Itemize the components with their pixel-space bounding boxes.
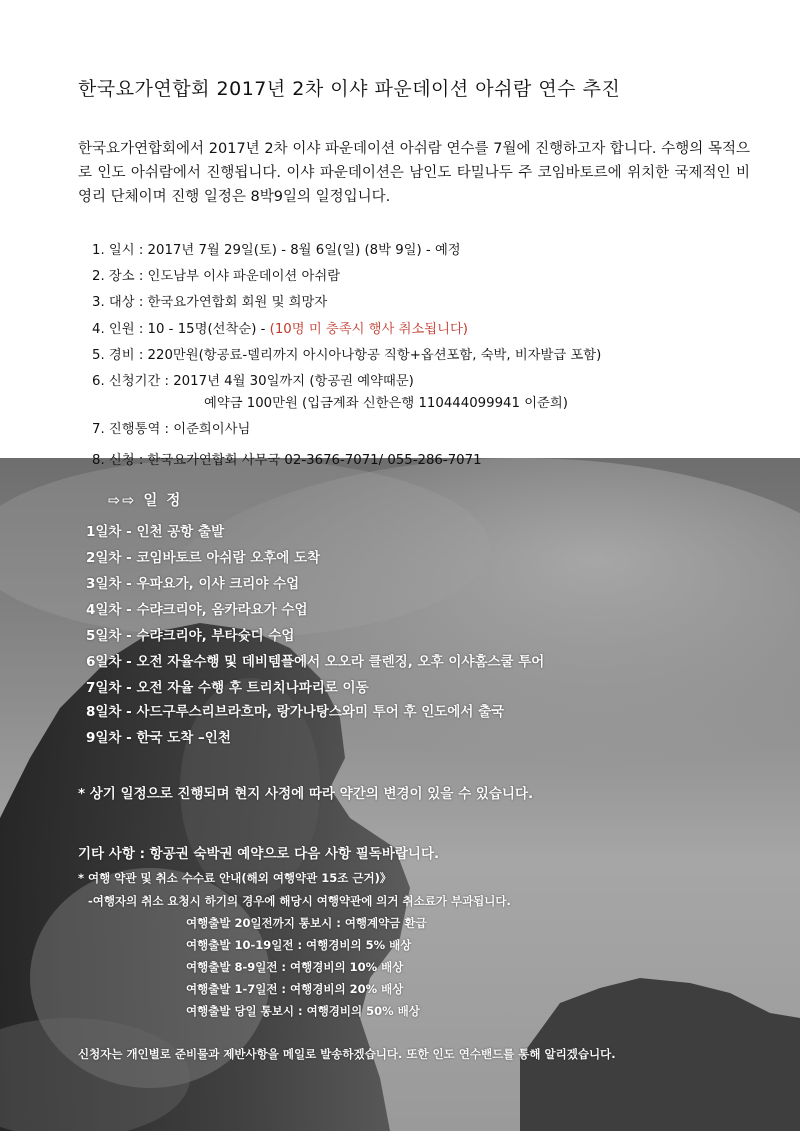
schedule-header: ⇨⇨ 일 정 [108,493,183,509]
info-headcount-main: 4. 인원 : 10 - 15명(선착순) - [92,321,270,337]
schedule-day-4: 4일차 - 수랴크리야, 옴카라요가 수업 [86,602,308,618]
page-title: 한국요가연합회 2017년 2차 이샤 파운데이션 아쉬람 연수 추진 [78,78,621,100]
intro-paragraph: 한국요가연합회에서 2017년 2차 이샤 파운데이션 아쉬람 연수를 7월에 진행하고자 합니다. 수행의 목적으로 인도 아쉬람에서 진행됩니다. 이샤 파운데이션은 남인도 타밀나두 주 코임바토르에 위치한 국제적인 비영리 단체이며 진행 일정은 8박9일의 일정입니다. [78,141,750,205]
schedule-day-9: 9일차 - 한국 도착 –인천 [86,730,231,746]
info-date: 1. 일시 : 2017년 7월 29일(토) - 8월 6일(일) (8박 9일) - 예정 [92,243,461,258]
policy-rule: 여행출발 20일전까지 통보시 : 여행계약금 환급 [186,916,427,930]
policy-rule: 여행출발 1-7일전 : 여행경비의 20% 배상 [186,982,404,996]
policy-rule: 여행출발 8-9일전 : 여행경비의 10% 배상 [186,960,404,974]
info-place: 2. 장소 : 인도남부 이샤 파운데이션 아쉬람 [92,269,341,285]
schedule-day-3: 3일차 - 우파요가, 이샤 크리야 수업 [86,576,300,592]
policy-description: -여행자의 취소 요청시 하기의 경우에 해당시 여행약관에 의거 취소료가 부과됩니다. [88,894,511,908]
policy-title: * 여행 약관 및 취소 수수료 안내(해외 여행약관 15조 근거)》 [78,871,392,885]
schedule-day-1: 1일차 - 인천 공항 출발 [86,524,225,540]
schedule-day-2: 2일차 - 코임바토르 아쉬람 오후에 도착 [86,550,321,566]
schedule-day-8: 8일차 - 사드구루스리브라흐마, 랑가나탕스와미 투어 후 인도에서 출국 [86,704,505,720]
footer-notice: 신청자는 개인별로 준비물과 제반사항을 메일로 발송하겠습니다. 또한 인도 연수밴드를 통해 알리겠습니다. [78,1047,616,1061]
info-cost: 5. 경비 : 220만원(항공료-델리까지 아시아나항공 직항+옵션포함, 숙박, 비자발급 포함) [92,347,602,363]
schedule-day-6: 6일차 - 오전 자율수행 및 데비템플에서 오오라 클렌징, 오후 이샤홈스쿨 투어 [86,654,545,670]
info-interpreter: 7. 진행통역 : 이준희이사님 [92,422,251,438]
info-deposit: 예약금 100만원 (입금계좌 신한은행 110444099941 이준희) [204,396,568,412]
other-notice: 기타 사항 : 항공권 숙박권 예약으로 다음 사항 필독바랍니다. [78,846,440,862]
info-headcount-warning: (10명 미 충족시 행사 취소됩니다) [269,321,468,337]
schedule-note: * 상기 일정으로 진행되며 현지 사정에 따라 약간의 변경이 있을 수 있습니다. [78,786,534,802]
policy-rule: 여행출발 10-19일전 : 여행경비의 5% 배상 [186,938,412,952]
info-contact: 8. 신청 : 한국요가연합회 사무국 02-3676-7071/ 055-286-7071 [92,452,482,468]
schedule-day-5: 5일차 - 수랴크리야, 부타슛디 수업 [86,628,295,644]
policy-rule: 여행출발 당일 통보시 : 여행경비의 50% 배상 [186,1004,420,1018]
schedule-day-7: 7일차 - 오전 자율 수행 후 트리치나파리로 이동 [86,680,369,696]
info-apply-period: 6. 신청기간 : 2017년 4월 30일까지 (항공권 예약때문) [92,373,414,389]
info-target: 3. 대상 : 한국요가연합회 회원 및 희망자 [92,295,328,311]
